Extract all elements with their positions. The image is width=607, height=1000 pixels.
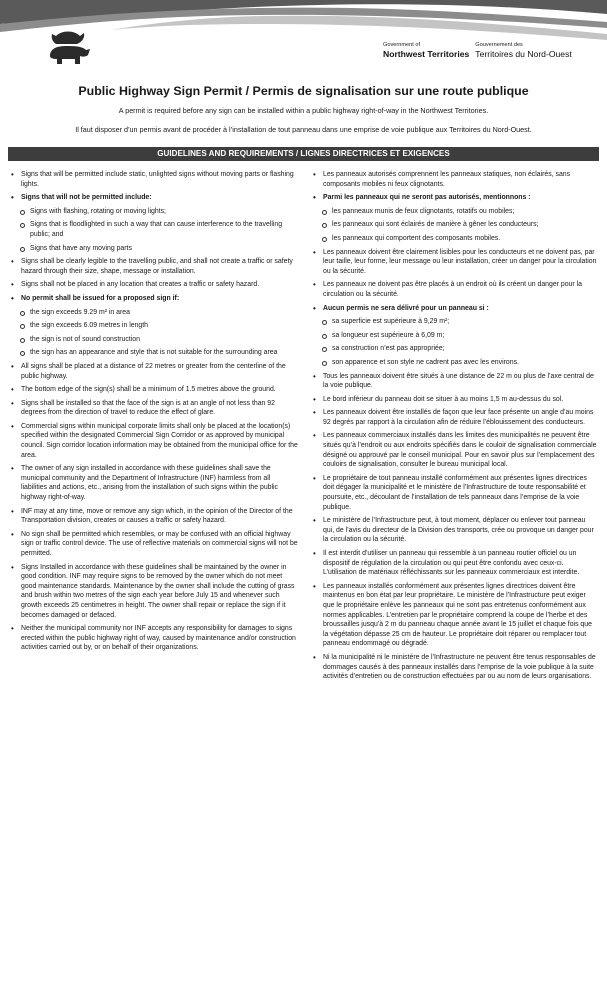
guideline-fr-item: sa superficie est supérieure à 9,29 m²;: [312, 317, 598, 327]
guideline-fr-item: • Tous les panneaux doivent être situés à une distance de 22 m ou plus de l’axe central de la voie publique.: [312, 372, 598, 391]
guidelines-french-list: [312, 170, 598, 682]
guideline-fr-item: • Les panneaux autorisés comprennent les panneaux statiques, non éclairés, sans composants mobiles ni feux clignotants.: [312, 170, 598, 189]
guideline-fr-item: • Le ministère de l’Infrastructure peut, à tout moment, déplacer ou enlever tout panneau qui, de l’avis du directeur de la Division des transports, crée ou provoque un danger pour la circulation ou la sécurité.: [312, 516, 598, 545]
guideline-fr-item: sa longueur est supérieure à 6,09 m;: [312, 331, 598, 341]
guideline-en-item: • Commercial signs within municipal corporate limits shall only be placed at the location(s) specified within the designated Commercial Sign Corridor or as approved by municipal council. Sign corridor location information may be obtained from the municipal office for the area.: [10, 422, 298, 460]
guidelines-english-column: [10, 170, 298, 657]
guideline-en-item: • INF may at any time, move or remove any sign which, in the opinion of the Director of the Transportation division, creates or causes a traffic or safety hazard.: [10, 507, 298, 526]
guideline-en-item: • The bottom edge of the sign(s) shall be a minimum of 1.5 metres above the ground.: [10, 385, 298, 395]
guideline-en-item: • Signs that will not be permitted include:: [10, 193, 298, 203]
guideline-en-item: Signs with flashing, rotating or moving lights;: [10, 207, 298, 217]
guideline-en-item: • The owner of any sign installed in accordance with these guidelines shall save the municipal community and the Department of Infrastructure (INF) harmless from all liabilities and actions, etc., arising from the installation of such signs within the public highway right-of-way.: [10, 464, 298, 502]
guideline-en-item: • No sign shall be permitted which resembles, or may be confused with an official highway sign or traffic control device. The use of reflective materials on commercial signs will not be permitted.: [10, 530, 298, 559]
gov-fr-line2: Territoires du Nord-Ouest: [475, 49, 572, 59]
guideline-en-item: • No permit shall be issued for a proposed sign if:: [10, 294, 298, 304]
intro-english: A permit is required before any sign can be installed within a public highway right-of-way in the Northwest Territories.: [118, 106, 489, 115]
guideline-fr-item: • Parmi les panneaux qui ne seront pas autorisés, mentionnons :: [312, 193, 598, 203]
gov-fr-line1: Gouvernement des: [475, 42, 523, 48]
guideline-fr-item: • Les panneaux commerciaux installés dans les limites des municipalités ne peuvent être situés qu’à l’endroit ou aux endroits spécifiés dans le couloir de signalisation commerciale désigné ou approuvé par le conseil municipal. Pour en savoir plus sur l’emplacement des couloirs de signalisation, consulter le bureau municipal local.: [312, 431, 598, 469]
guideline-en-item: • Neither the municipal community nor INF accepts any responsibility for damages to signs erected within the public highway right of way, caused by maintenance and/or construction activities carried out by, or on behalf of their organizations.: [10, 624, 298, 653]
guideline-en-item: the sign has an appearance and style that is not suitable for the surrounding area: [10, 348, 298, 358]
guideline-fr-item: • Ni la municipalité ni le ministère de l’Infrastructure ne peuvent être tenus responsables de dommages causés à des panneaux installés dans l’emprise de la voie publique à la suite activités d’entretien ou de construction effectuées par ou au nom de leurs organisations.: [312, 653, 598, 682]
guideline-fr-item: • Le bord inférieur du panneau doit se situer à au moins 1,5 m au-dessus du sol.: [312, 395, 598, 405]
guideline-fr-item: sa construction n’est pas appropriée;: [312, 344, 598, 354]
guideline-fr-item: les panneaux munis de feux clignotants, rotatifs ou mobiles;: [312, 207, 598, 217]
guideline-fr-item: • Il est interdit d’utiliser un panneau qui ressemble à un panneau routier officiel ou un dispositif de régulation de la circulation ou qui peut être confondu avec ceux-ci. L’utilisation de matériaux réfléchissants sur les panneaux commerciaux est interdite.: [312, 549, 598, 578]
guideline-fr-item: • Les panneaux ne doivent pas être placés à un endroit où ils créent un danger pour la circulation ou la sécurité.: [312, 280, 598, 299]
guideline-en-item: Signs that is floodlighted in such a way that can cause interference to the travelling public; and: [10, 220, 298, 239]
government-wordmark: [383, 42, 572, 59]
guideline-en-item: • Signs shall not be placed in any location that creates a traffic or safety hazard.: [10, 280, 298, 290]
guideline-fr-item: • Les panneaux installés conformément aux présentes lignes directrices doivent être maintenus en bon état par leur propriétaire. Le ministère de l’Infrastructure peut exiger que le propriétaire enlève les panneaux qui ne sont pas entretenus conformément aux normes applicables. L’entretien par le propriétaire comprend la coupe de l’herbe et des broussailles jusqu’à 2 m du panneau chaque année avant le 15 juillet et chaque fois que la végétation dépasse 25 cm de hauteur. Le propriétaire doit réparer ou remplacer tout panneau endommagé ou dégradé.: [312, 582, 598, 649]
polar-bear-logo: [44, 30, 94, 72]
guideline-fr-item: les panneaux qui comportent des composants mobiles.: [312, 234, 598, 244]
guideline-fr-item: • Le propriétaire de tout panneau installé conformément aux présentes lignes directrices doit dégager la municipalité et le ministère de l’Infrastructure de toute responsabilité et poursuite, etc., découlant de l’installation de tels panneaux dans l’emprise de la voie publique.: [312, 474, 598, 512]
page-title: Public Highway Sign Permit / Permis de signalisation sur une route publique: [78, 84, 529, 98]
guideline-en-item: • Signs shall be clearly legible to the travelling public, and shall not create a traffic or safety hazard through their size, shape, message or installation.: [10, 257, 298, 276]
guideline-en-item: • Signs Installed in accordance with these guidelines shall be maintained by the owner in good condition. INF may require signs to be removed by the owner which do not meet good maintenance standards. Maintenance by the owner shall include the cutting of grass and brush within two metres of the sign each year before July 15 and whenever such growth exceeds 25 centimetres in height. The owner shall repair or replace the sign if it becomes damaged or defaced.: [10, 563, 298, 621]
gov-en-line2: Northwest Territories: [383, 49, 470, 59]
guideline-en-item: • Signs shall be installed so that the face of the sign is at an angle of not less than 92 degrees from the direction of travel to reduce the effect of glare.: [10, 399, 298, 418]
guideline-en-item: the sign is not of sound construction: [10, 335, 298, 345]
gov-en-line1: Government of: [383, 42, 420, 48]
guideline-en-item: the sign exceeds 6.09 metres in length: [10, 321, 298, 331]
guideline-fr-item: son apparence et son style ne cadrent pas avec les environs.: [312, 358, 598, 368]
guideline-fr-item: • Aucun permis ne sera délivré pour un panneau si :: [312, 304, 598, 314]
guideline-en-item: Signs that have any moving parts: [10, 244, 298, 254]
guideline-fr-item: • Les panneaux doivent être clairement lisibles pour les conducteurs et ne doivent pas, par leur taille, leur forme, leur message ou leur installation, créer un danger pour la circulation ou la sécurité.: [312, 248, 598, 277]
guideline-fr-item: les panneaux qui sont éclairés de manière à gêner les conducteurs;: [312, 220, 598, 230]
guidelines-english-list: [10, 170, 298, 653]
guideline-fr-item: • Les panneaux doivent être installés de façon que leur face présente un angle d’au moins 92 degrés par rapport à la circulation afin de réduire l’éblouissement des conducteurs.: [312, 408, 598, 427]
guidelines-french-column: [312, 170, 598, 686]
guideline-en-item: • Signs that will be permitted include static, unlighted signs without moving parts or flashing lights.: [10, 170, 298, 189]
intro-french: Il faut disposer d’un permis avant de procéder à l’installation de tout panneau dans une emprise de voie publique aux Territoires du Nord-Ouest.: [75, 125, 532, 134]
guideline-en-item: • All signs shall be placed at a distance of 22 metres or greater from the centerline of the public highway.: [10, 362, 298, 381]
guideline-en-item: the sign exceeds 9.29 m² in area: [10, 308, 298, 318]
section-heading: GUIDELINES AND REQUIREMENTS / LIGNES DIRECTRICES ET EXIGENCES: [8, 147, 599, 161]
